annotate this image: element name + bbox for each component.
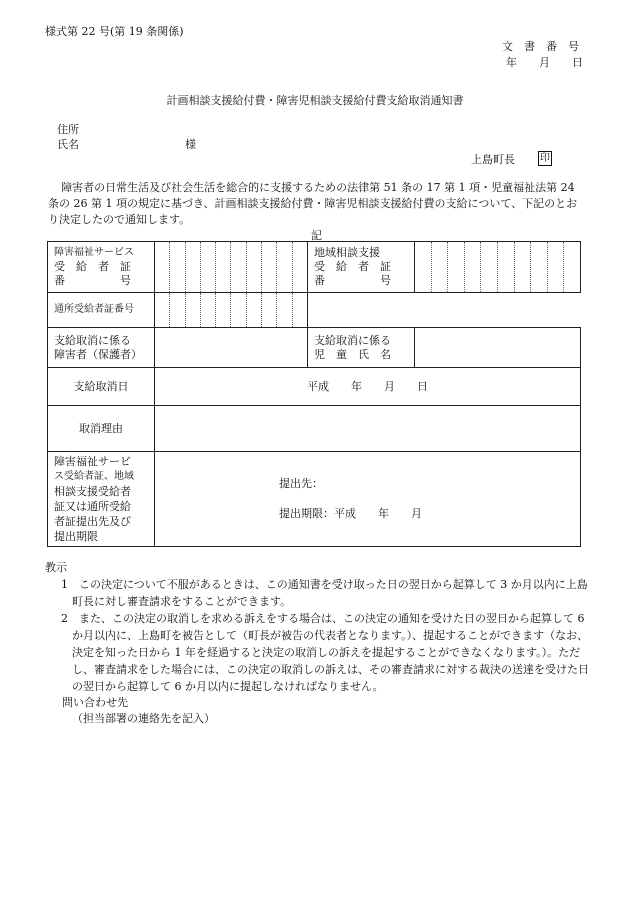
service-cert-digit-grid [155, 242, 307, 292]
submission-details-cell[interactable] [155, 452, 581, 547]
cancel-person-row [48, 328, 581, 368]
submission-label-cell [48, 452, 155, 547]
cancel-date-row [48, 368, 581, 406]
document-title: 計画相談支援給付費・障害児相談支援給付費支給取消通知書 [166, 94, 464, 107]
date-label: 年 月 日 [506, 56, 583, 69]
cancel-person-label-cell [48, 328, 155, 368]
regional-cert-label-line1: 地域相談支援 [314, 246, 380, 259]
name-label: 氏名 [57, 138, 79, 151]
instruction-item-1: 1 この決定について不服があるときは、この通知書を受け取った日の翌日から起算して 3 か月以内に上島町長に対し審査請求をすることができます。 [61, 578, 588, 608]
commute-row-blank [308, 293, 581, 328]
cancel-child-label-line1: 支給取消に係る [314, 333, 391, 347]
notice-form-table [47, 241, 581, 547]
service-cert-label-line1: 障害福祉サービス [54, 247, 134, 258]
cancel-person-label-line1: 支給取消に係る [54, 333, 131, 347]
cancel-reason-field[interactable] [155, 406, 581, 452]
commute-cert-digit-grid [155, 293, 307, 327]
cancel-person-label-line2: 障害者（保護者） [54, 347, 142, 361]
submission-row [48, 452, 581, 547]
regional-cert-label-line2: 受 給 者 証 [314, 260, 391, 273]
submission-destination: 提出先： [279, 477, 323, 490]
notice-body-text: 障害者の日常生活及び社会生活を総合的に支援するための法律第 51 条の 17 第 1 項・児童福祉法第 24 条の 26 第 1 項の規定に基づき、計画相談支援給付費・障害児相談支援給付費の支給について、下記のとおり決定したので通知します。 [48, 181, 578, 226]
cancel-person-name-field[interactable] [155, 328, 308, 368]
service-cert-label-line3: 番 号 [54, 274, 131, 287]
seal-mark: 印 [540, 153, 550, 164]
form-number-label: 様式第 22 号(第 19 条関係) [45, 25, 184, 38]
service-certificate-label-cell [48, 242, 155, 293]
submission-label-line1: 障害福祉サービ [54, 455, 131, 468]
cancel-reason-label: 取消理由 [48, 406, 155, 452]
cancel-child-label-cell [308, 328, 415, 368]
submission-label-line3: 相談支援受給者 [54, 485, 131, 498]
certificate-number-row [48, 242, 581, 293]
submission-label-line4: 証又は通所受給 [54, 500, 131, 513]
contact-heading: 問い合わせ先 [62, 696, 128, 709]
submission-label-line6: 提出期限 [54, 530, 98, 543]
commute-certificate-number-field[interactable] [155, 293, 308, 328]
cancel-date-label: 支給取消日 [48, 368, 155, 406]
regional-certificate-number-field[interactable] [415, 242, 581, 293]
cancel-date-field[interactable]: 平成 年 月 日 [155, 368, 581, 406]
regional-cert-label-line3: 番 号 [314, 274, 391, 287]
cancel-reason-row [48, 406, 581, 452]
sender-name: 上島町長 [471, 153, 515, 166]
submission-label-line5: 者証提出先及び [54, 515, 131, 528]
contact-note: （担当部署の連絡先を記入） [72, 712, 215, 725]
cancel-child-label-line2: 児 童 氏 名 [314, 347, 391, 361]
document-number-label: 文 書 番 号 [502, 40, 579, 53]
submission-label-line2: ス受給者証、地域 [54, 471, 134, 482]
cancel-child-name-field[interactable] [415, 328, 581, 368]
commute-certificate-row [48, 293, 581, 328]
service-cert-label-line2: 受 給 者 証 [54, 260, 131, 273]
submission-deadline: 提出期限：平成 年 月 [279, 507, 422, 520]
regional-cert-digit-grid [415, 242, 580, 292]
ki-label: 記 [311, 229, 322, 242]
instructions-heading: 教示 [45, 561, 67, 574]
regional-certificate-label-cell [308, 242, 415, 293]
honorific-label: 様 [185, 138, 196, 151]
commute-certificate-label: 通所受給者証番号 [48, 293, 155, 328]
instruction-item-2: 2 また、この決定の取消しを求める訴えをする場合は、この決定の通知を受けた日の翌日から起算して 6 か月以内に、上島町を被告として（町長が被告の代表者となります。）、提起することができます（なお、決定を知った日から 1 年を経過すると決定の取消しの訴えを提起することができなくなります。）。ただし、審査請求をした場合には、この決定の取消しの訴えは、その審査請求に対する裁決の送達を受けた日の翌日から起算して 6 か月以内に提起しなければなりません。 [61, 612, 589, 693]
address-label: 住所 [57, 123, 79, 136]
service-certificate-number-field[interactable] [155, 242, 308, 293]
